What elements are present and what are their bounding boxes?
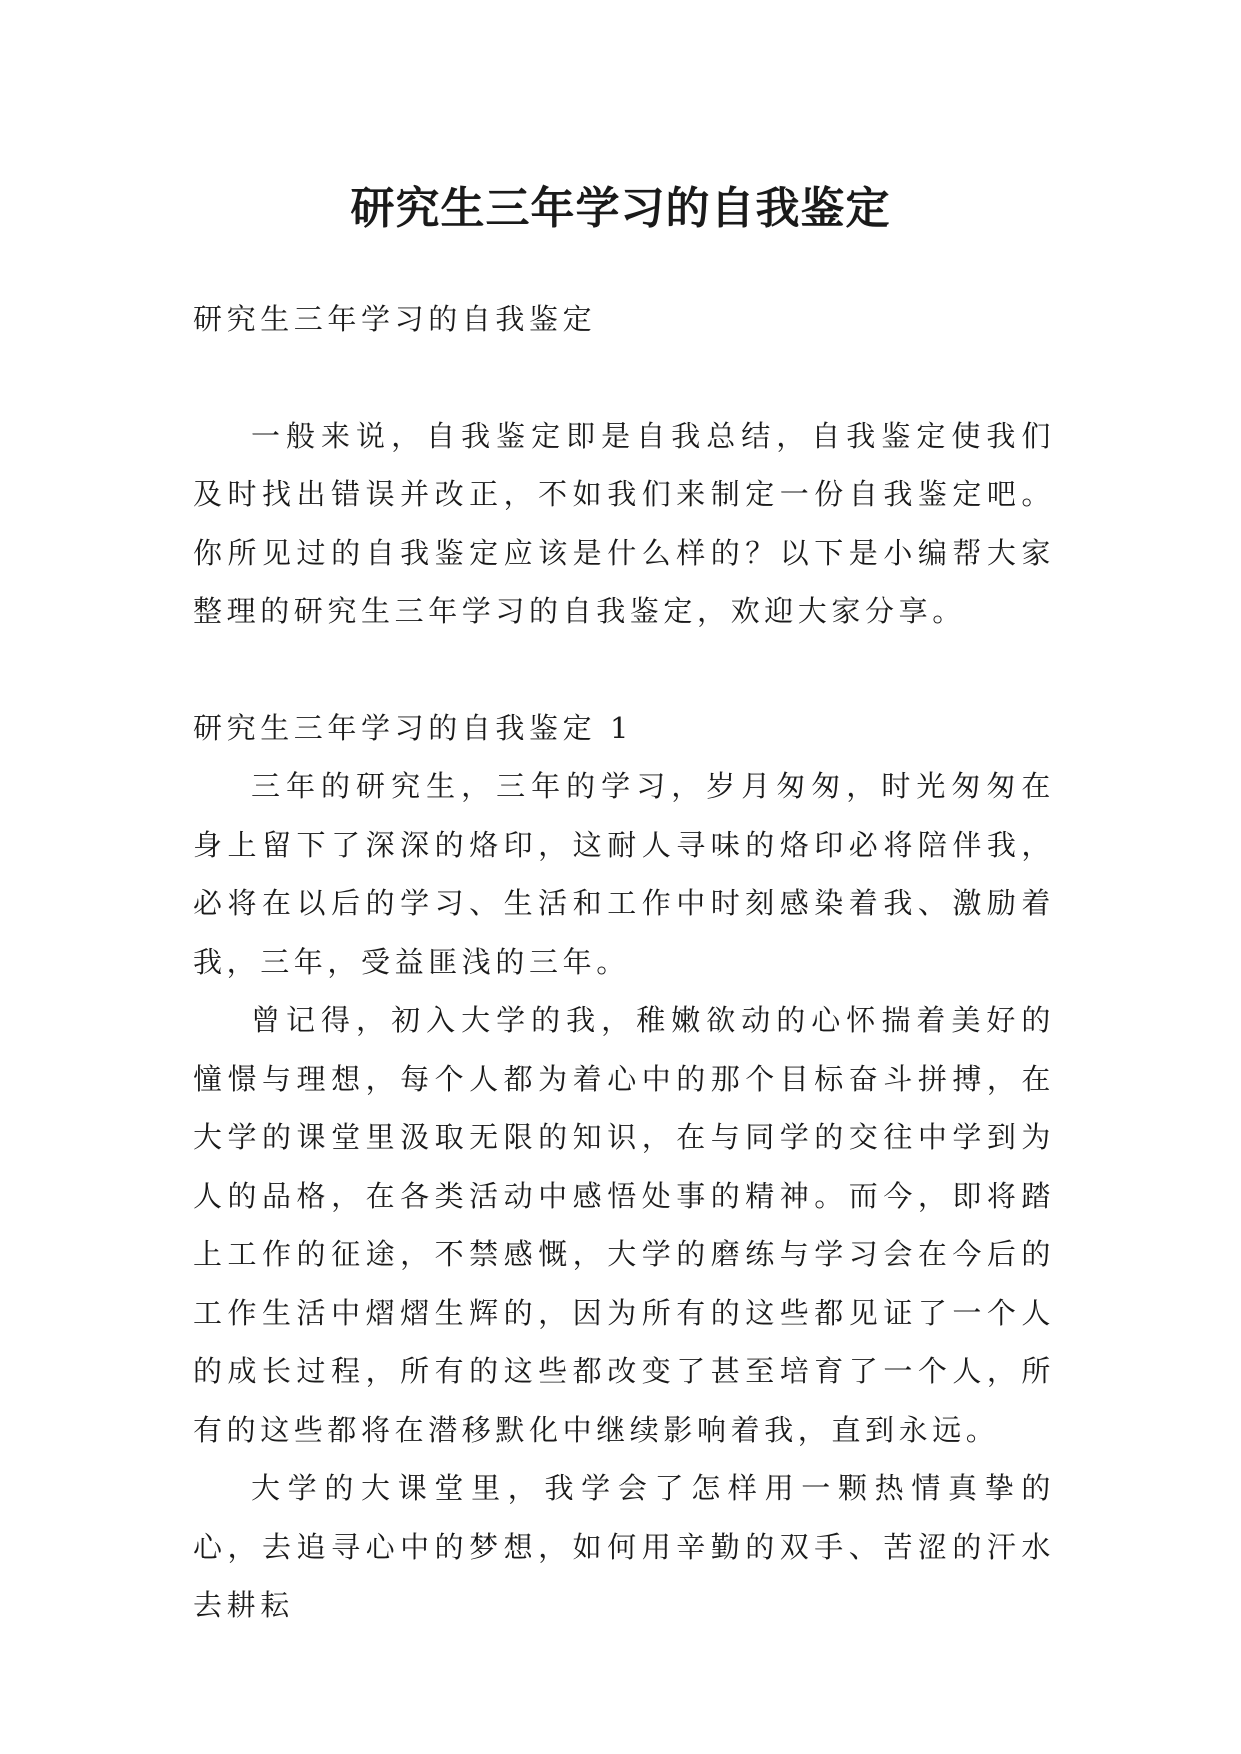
document-body [193,290,1055,1635]
document-subtitle: 研究生三年学习的自我鉴定 [193,302,597,336]
section-heading: 研究生三年学习的自我鉴定 1 [193,710,634,745]
body-paragraph-3: 大学的大课堂里，我学会了怎样用一颗热情真挚的心，去追寻心中的梦想，如何用辛勤的双手、苦涩的汗水去耕耘 [193,1471,1055,1622]
body-paragraph-2: 曾记得，初入大学的我，稚嫩欲动的心怀揣着美好的憧憬与理想，每个人都为着心中的那个目标奋斗拼搏，在大学的课堂里汲取无限的知识，在与同学的交往中学到为人的品格，在各类活动中感悟处事的精神。而今，即将踏上工作的征途，不禁感慨，大学的磨练与学习会在今后的工作生活中熠熠生辉的，因为所有的这些都见证了一个人的成长过程，所有的这些都改变了甚至培育了一个人，所有的这些都将在潜移默化中继续影响着我，直到永远。 [193,1003,1055,1447]
page-title: 研究生三年学习的自我鉴定 [350,183,891,235]
body-paragraph-1: 三年的研究生，三年的学习，岁月匆匆，时光匆匆在身上留下了深深的烙印，这耐人寻味的烙印必将陪伴我，必将在以后的学习、生活和工作中时刻感染着我、激励着我，三年，受益匪浅的三年。 [193,769,1055,979]
intro-paragraph: 一般来说，自我鉴定即是自我总结，自我鉴定使我们及时找出错误并改正，不如我们来制定一份自我鉴定吧。你所见过的自我鉴定应该是什么样的？以下是小编帮大家整理的研究生三年学习的自我鉴定，欢迎大家分享。 [193,418,1055,628]
